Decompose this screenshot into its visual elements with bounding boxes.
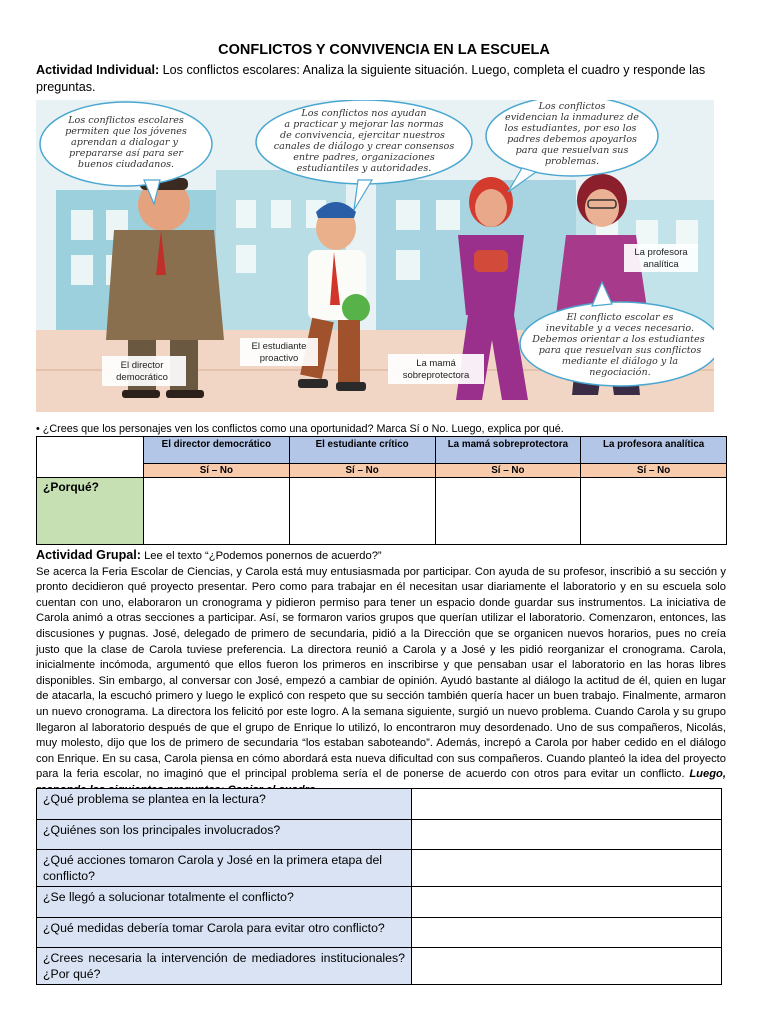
svg-text:La profesoraanalítica: La profesora analítica <box>634 247 688 270</box>
reading-closing-instruction: Luego, <box>689 768 726 781</box>
question-cell: ¿Qué problema se plantea en la lectura? <box>37 789 412 820</box>
question-cell: ¿Se llegó a solucionar totalmente el conflicto? <box>37 887 412 918</box>
group-activity-instruction: Lee el texto “¿Podemos ponernos de acuerdo?” <box>140 550 382 562</box>
answer-cell[interactable] <box>412 850 722 887</box>
why-row-label: ¿Porqué? <box>37 478 144 545</box>
column-header: La mamá sobreprotectora <box>435 437 581 464</box>
column-header: El estudiante crítico <box>289 437 435 464</box>
answer-cell[interactable] <box>412 948 722 985</box>
answer-cell[interactable] <box>412 918 722 948</box>
individual-activity-text: Los conflictos escolares: Analiza la siguiente situación. Luego, completa el cuadro y responde las preguntas. <box>36 63 706 94</box>
question-cell: ¿Quiénes son los principales involucrados? <box>37 820 412 850</box>
svg-text:Los conflictos nos ayudana pra: Los conflictos nos ayudan a practicar y mejorar las normas de convivencia, ejercitar nuestros canales de diálogo y crear consensos entre padres, organizaciones estudiantiles y autoridades. <box>273 108 455 174</box>
reading-questions-table <box>36 788 722 985</box>
individual-activity-label: Actividad Individual: <box>36 63 160 77</box>
why-answer-cell[interactable] <box>581 478 727 545</box>
question-cell: ¿Qué medidas debería tomar Carola para evitar otro conflicto? <box>37 918 412 948</box>
individual-activity-intro <box>36 62 726 95</box>
yes-no-cell[interactable]: Sí – No <box>289 464 435 478</box>
svg-text:El estudianteproactivo: El estudiante proactivo <box>251 341 307 364</box>
school-conflict-illustration <box>36 100 714 412</box>
svg-text:Los conflictosevidencian la in: Los conflictos evidencian la inmadurez de los estudiantes, por eso los padres debemos apoyarlos para que resuelvan sus problemas. <box>504 101 639 167</box>
question-cell: ¿Crees necesaria la intervención de mediadores institucionales? ¿Por qué? <box>37 948 412 985</box>
svg-text:El directordemocrático: El director democrático <box>116 360 168 383</box>
opportunity-question: • ¿Crees que los personajes ven los conflictos como una oportunidad? Marca Sí o No. Luego, explica por qué. <box>36 423 564 435</box>
group-activity-section <box>36 548 726 799</box>
column-header: La profesora analítica <box>581 437 727 464</box>
svg-text:Los conflictos escolarespermit: Los conflictos escolares permiten que los jóvenes aprendan a dialogar y prepararse así para ser buenos ciudadanos. <box>65 115 187 170</box>
answer-cell[interactable] <box>412 789 722 820</box>
yes-no-cell[interactable]: Sí – No <box>144 464 290 478</box>
answer-cell[interactable] <box>412 887 722 918</box>
yes-no-cell[interactable]: Sí – No <box>435 464 581 478</box>
svg-text:La mamásobreprotectora: La mamá sobreprotectora <box>402 358 470 381</box>
label-student <box>240 338 318 366</box>
label-director <box>102 356 186 386</box>
question-cell: ¿Qué acciones tomaron Carola y José en la primera etapa del conflicto? <box>37 850 412 887</box>
column-header: El director democrático <box>144 437 290 464</box>
why-answer-cell[interactable] <box>289 478 435 545</box>
character-opportunity-table <box>36 436 727 545</box>
reading-text: Se acerca la Feria Escolar de Ciencias, y Carola está muy entusiasmada por participar. Con ayuda de su profesor, inscribió a su sección y pronto decidieron qué proyecto presentar. Pero como para trabajar en él necesitan usar diariamente el laboratorio y en su escuela solo cuentan con uno, elaboraron un cronograma y pidieron permiso para tener un espacio donde guardar sus instrumentos. La iniciativa de Carola animó a otras secciones a participar. Así, se formaron varios grupos que querían utilizar el laboratorio. Comenzaron, entonces, las discusiones y pugnas. José, delegado de primero de secundaria, pidió a la Dirección que se organicen nuevos horarios, pues no creía justo que la clase de Carola tuviese preferencia. La directora reunió a Carola y a José y les pidió reorganizar el cronograma. Carola, inicialmente incómoda, argumentó que ellos fueron los primeros en inscribirse y que pensaban usar el laboratorio en las horas libres disponibles. Sin embargo, al conversar con José, empezó a cambiar de opinión. Ayudó bastante al diálogo la actitud de él, quien en lugar de atacarla, la escuchó primero y luego le explicó con respeto que su sección también quería hacer un buen trabajo. Finalmente, armaron un nuevo cronograma. La directora los felicitó por este logro. A la semana siguiente, surgió un nuevo problema. Cuando Carola y su grupo llegaron al laboratorio después de que el grupo de Enrique lo utilizó, lo encontraron muy desordenado. Uno de sus compañeros, Nicolás, muy molesto, dijo que los de primero de secundaria “los estaban saboteando”. Además, increpó a Carola por haber cedido en el diálogo con Enrique. En su casa, Carola piensa en cómo abordará esta nueva dificultad con sus compañeros. Cuando planteó la idea del proyecto para la feria escolar, no imaginó que el principal problema sería el de ponerse de acuerdo con otros para evitar un conflicto. <box>36 565 726 781</box>
answer-cell[interactable] <box>412 820 722 850</box>
why-answer-cell[interactable] <box>435 478 581 545</box>
label-teacher <box>624 244 698 272</box>
page-title: CONFLICTOS Y CONVIVENCIA EN LA ESCUELA <box>218 42 550 58</box>
why-answer-cell[interactable] <box>144 478 290 545</box>
yes-no-cell[interactable]: Sí – No <box>581 464 727 478</box>
svg-text:El conflicto escolar esinevita: El conflicto escolar es inevitable y a veces necesario. Debemos orientar a los estudiantes para que resuelvan sus conflictos mediante el diálogo y la negociación. <box>532 312 705 378</box>
label-mother <box>388 354 484 384</box>
group-activity-label: Actividad Grupal: <box>36 548 141 562</box>
table-corner-cell <box>37 437 144 478</box>
